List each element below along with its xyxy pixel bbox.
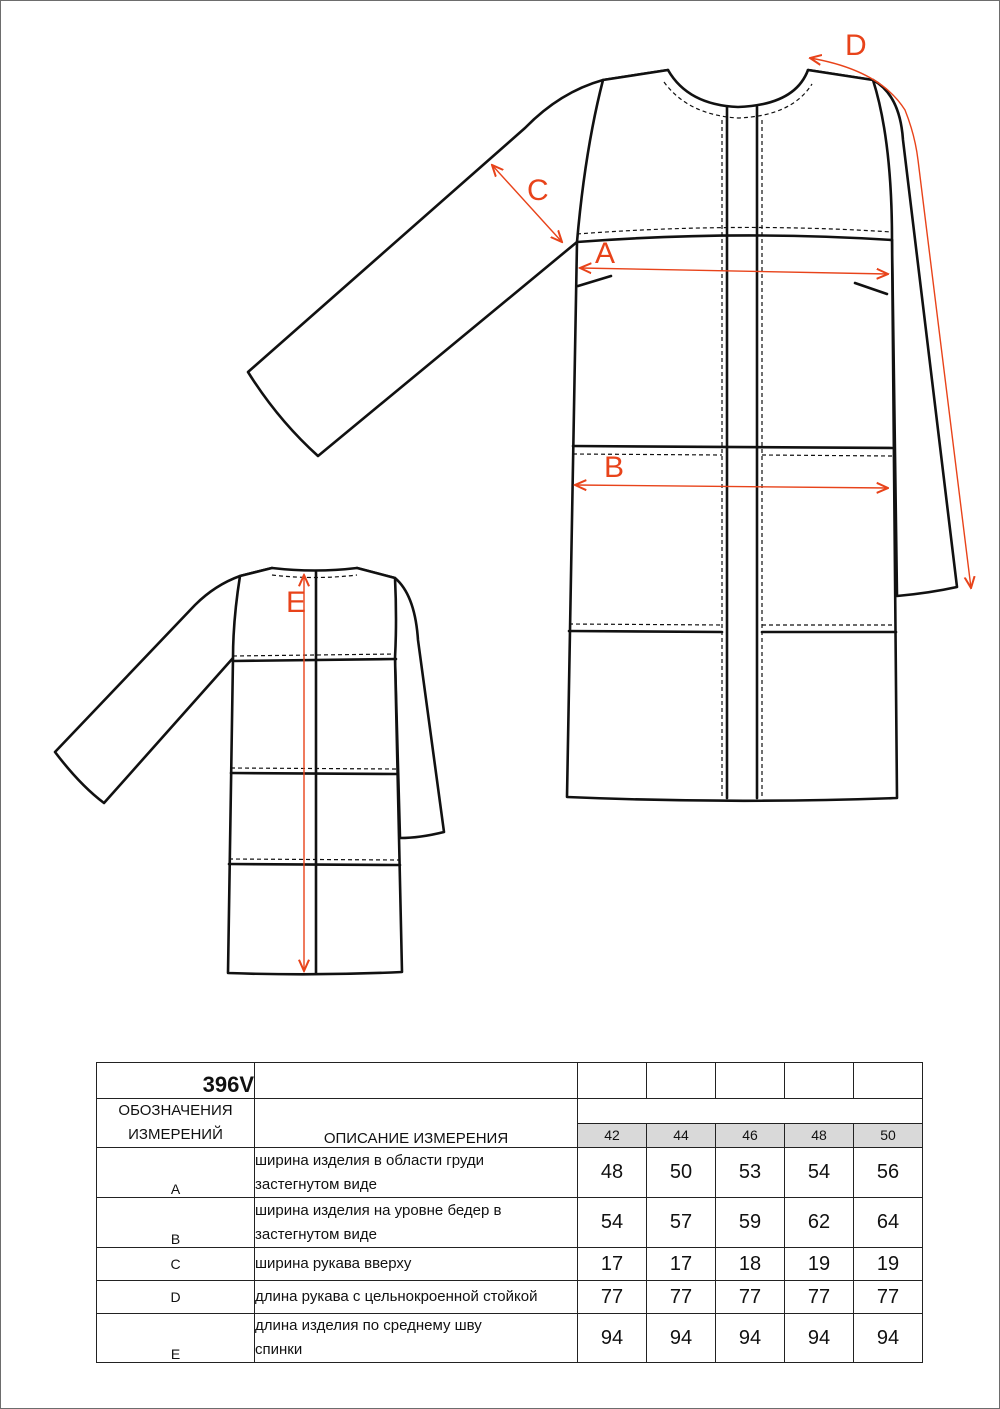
- row-value: 19: [785, 1248, 854, 1281]
- row-key: D: [97, 1281, 255, 1314]
- row-value: 59: [716, 1198, 785, 1248]
- front-body: [567, 70, 897, 801]
- size-header: 50: [854, 1123, 923, 1148]
- table-row: [97, 1314, 923, 1363]
- size-chart-table: [96, 1062, 923, 1363]
- model-code: 396V: [97, 1063, 255, 1099]
- row-value: 77: [854, 1281, 923, 1314]
- measure-d-label: D: [845, 29, 867, 62]
- row-value: 17: [647, 1248, 716, 1281]
- measure-c-label: C: [527, 174, 549, 207]
- row-value: 62: [785, 1198, 854, 1248]
- row-value: 57: [647, 1198, 716, 1248]
- row-value: 94: [647, 1314, 716, 1363]
- row-value: 77: [785, 1281, 854, 1314]
- row-value: 77: [647, 1281, 716, 1314]
- row-value: 19: [854, 1248, 923, 1281]
- row-value: 17: [578, 1248, 647, 1281]
- size-header: 48: [785, 1123, 854, 1148]
- row-value: 50: [647, 1148, 716, 1198]
- table-row: [97, 1198, 923, 1248]
- row-description: ширина изделия на уровне бедер в застегнутом виде: [255, 1198, 578, 1248]
- size-header: 44: [647, 1123, 716, 1148]
- row-description: длина рукава с цельнокроенной стойкой: [255, 1281, 578, 1314]
- row-value: 48: [578, 1148, 647, 1198]
- measure-a-label: A: [595, 237, 616, 270]
- table-row: [97, 1281, 923, 1314]
- row-value: 94: [716, 1314, 785, 1363]
- row-description: ширина рукава вверху: [255, 1248, 578, 1281]
- row-value: 94: [785, 1314, 854, 1363]
- back-view: [55, 568, 444, 974]
- row-description: длина изделия по среднему шву спинки: [255, 1314, 578, 1363]
- row-value: 18: [716, 1248, 785, 1281]
- row-value: 64: [854, 1198, 923, 1248]
- row-value: 94: [854, 1314, 923, 1363]
- row-value: 94: [578, 1314, 647, 1363]
- row-value: 77: [578, 1281, 647, 1314]
- row-value: 56: [854, 1148, 923, 1198]
- row-value: 54: [578, 1198, 647, 1248]
- size-header: 42: [578, 1123, 647, 1148]
- table-row: [97, 1248, 923, 1281]
- table-row: [97, 1148, 923, 1198]
- row-description: ширина изделия в области груди застегнутом виде: [255, 1148, 578, 1198]
- row-key: B: [97, 1198, 255, 1248]
- row-value: 54: [785, 1148, 854, 1198]
- model-row: [97, 1063, 923, 1099]
- row-key: C: [97, 1248, 255, 1281]
- size-header: 46: [716, 1123, 785, 1148]
- row-key: A: [97, 1148, 255, 1198]
- row-value: 53: [716, 1148, 785, 1198]
- row-key: E: [97, 1314, 255, 1363]
- header-row-top: [97, 1099, 923, 1124]
- row-value: 77: [716, 1281, 785, 1314]
- measure-b-label: B: [604, 451, 625, 484]
- description-column-header: ОПИСАНИЕ ИЗМЕРЕНИЯ: [255, 1099, 578, 1148]
- key-column-header: ОБОЗНАЧЕНИЯ ИЗМЕРЕНИЙ: [97, 1099, 255, 1148]
- measure-e-label: E: [286, 586, 307, 619]
